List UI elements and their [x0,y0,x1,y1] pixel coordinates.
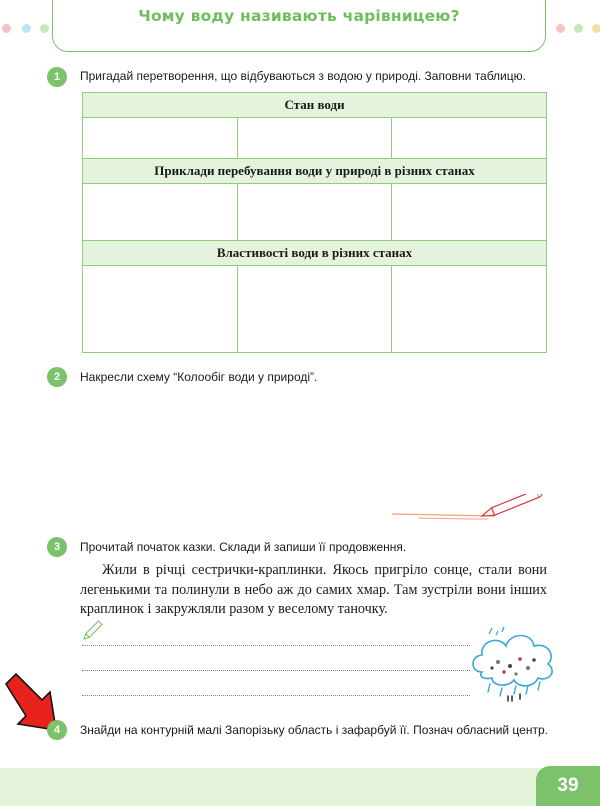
table-cell-empty[interactable] [237,184,392,241]
table-cell-empty[interactable] [237,266,392,353]
writing-line[interactable] [82,670,470,671]
footer-band [0,768,600,806]
task2-instruction: Накресли схему “Колообіг води у природі”. [80,370,318,384]
table-cell-empty[interactable] [83,184,238,241]
table-cell-empty[interactable] [83,266,238,353]
table-cell-empty[interactable] [392,266,547,353]
title-box [52,0,546,52]
task1-instruction: Пригадай перетворення, що відбуваються з водою у природі. Заповни таблицю. [80,69,526,83]
pencil-icon [390,494,555,528]
task3-instruction: Прочитай початок казки. Склади й запиши її продовження. [80,540,407,554]
writing-line[interactable] [82,695,470,696]
task4-instruction: Знайди на контурній малі Запорізьку область і зафарбуй її. Познач обласний центр. [80,723,548,737]
table-header-examples: Приклади перебування води у природі в різних станах [83,159,547,184]
table-cell-empty[interactable] [237,118,392,159]
water-states-table [82,92,547,353]
table-cell-empty[interactable] [392,118,547,159]
story-text: Жили в річці сестрички-краплинки. Якось пригріло сонце, стали вони легенькими та полинули в небо аж до самих хмар. Там зустріли вони інших краплинок і закружляли разом у веселому таночку. [80,562,547,617]
task-number-4: 4 [47,720,67,740]
task-number-3: 3 [47,537,67,557]
writing-pencil-icon [82,620,106,642]
table-header-properties: Властивості води в різних станах [83,241,547,266]
task-number-2: 2 [47,367,67,387]
rain-cloud-icon [468,626,560,704]
table-cell-empty[interactable] [392,184,547,241]
table-header-state: Стан води [83,93,547,118]
writing-line[interactable] [82,645,470,646]
table-cell-empty[interactable] [83,118,238,159]
page-number: 39 [536,766,600,806]
page-title: Чому воду називають чарівницею? [138,7,460,25]
task-number-1: 1 [47,67,67,87]
